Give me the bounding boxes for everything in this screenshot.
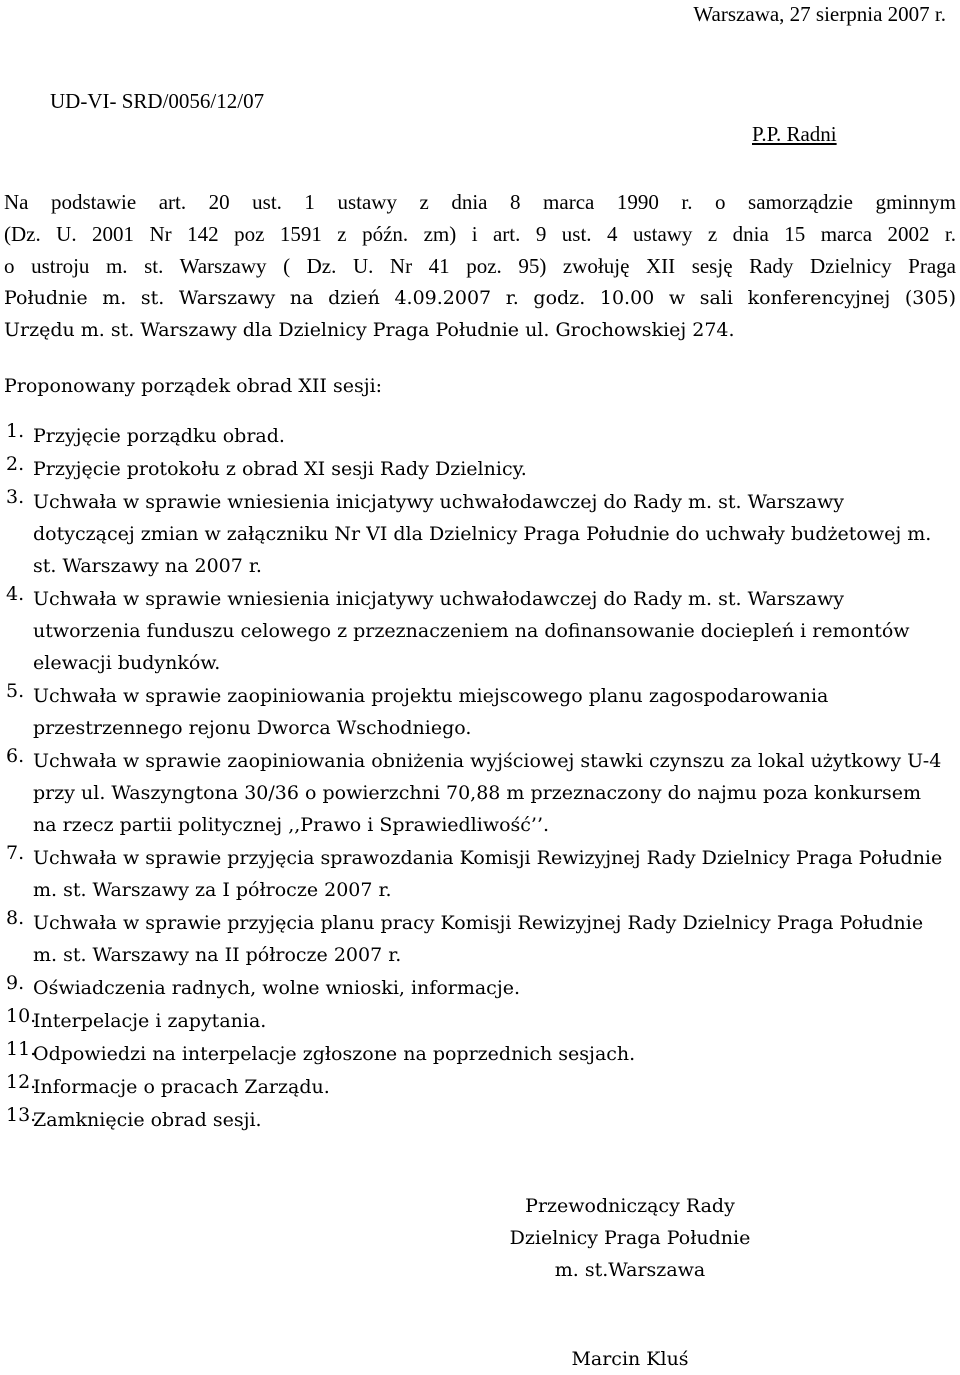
agenda-item-number: 7. bbox=[6, 842, 25, 864]
signature-district: Dzielnicy Praga Południe bbox=[509, 1227, 751, 1249]
signature-block bbox=[460, 1190, 800, 1286]
intro-line: (Dz. U. 2001 Nr 142 poz 1591 z późn. zm) i art. 9 ust. 4 ustawy z dnia 15 marca 2002 r. bbox=[4, 222, 956, 246]
agenda-item-text: Interpelacje i zapytania. bbox=[33, 1010, 267, 1032]
agenda-item-number: 3. bbox=[6, 486, 25, 508]
agenda-item bbox=[6, 1071, 946, 1103]
intro-line: o ustroju m. st. Warszawy ( Dz. U. Nr 41 poz. 95) zwołuję XII sesję Rady Dzielnicy Praga bbox=[4, 254, 956, 278]
agenda-item bbox=[6, 453, 946, 485]
agenda-item bbox=[6, 972, 946, 1004]
document-date: Warszawa, 27 sierpnia 2007 r. bbox=[693, 2, 946, 26]
agenda-item bbox=[6, 420, 946, 452]
intro-line: Urzędu m. st. Warszawy dla Dzielnicy Praga Południe ul. Grochowskiej 274. bbox=[4, 319, 735, 341]
agenda-item-text: Informacje o pracach Zarządu. bbox=[33, 1076, 330, 1098]
agenda-item-text: Odpowiedzi na interpelacje zgłoszone na poprzednich sesjach. bbox=[33, 1043, 636, 1065]
agenda-item-number: 4. bbox=[6, 583, 25, 605]
agenda-item-text: Uchwała w sprawie przyjęcia sprawozdania Komisji Rewizyjnej Rady Dzielnicy Praga Południe m. st. Warszawy za I półrocze 2007 r. bbox=[33, 847, 943, 901]
agenda-item bbox=[6, 842, 946, 906]
agenda-item bbox=[6, 680, 946, 744]
agenda-item-text: Uchwała w sprawie przyjęcia planu pracy Komisji Rewizyjnej Rady Dzielnicy Praga Południe m. st. Warszawy na II półrocze 2007 r. bbox=[33, 912, 924, 966]
signature-city: m. st.Warszawa bbox=[554, 1259, 706, 1281]
agenda-item-text: Zamknięcie obrad sesji. bbox=[33, 1109, 262, 1131]
agenda-item-text: Uchwała w sprawie zaopiniowania obniżenia wyjściowej stawki czynszu za lokal użytkowy U-4 przy ul. Waszyngtona 30/36 o powierzchni 70,88 m przeznaczony do najmu poza konkursem na rzecz partii politycznej ,,Prawo i Sprawiedliwość’’. bbox=[33, 750, 942, 836]
agenda-item-number: 13. bbox=[6, 1104, 37, 1126]
intro-paragraph bbox=[4, 186, 956, 346]
agenda-item-text: Oświadczenia radnych, wolne wnioski, informacje. bbox=[33, 977, 520, 999]
agenda-item-text: Uchwała w sprawie wniesienia inicjatywy uchwałodawczej do Rady m. st. Warszawy dotyczącej zmian w załączniku Nr VI dla Dzielnicy Praga Południe do uchwały budżetowej m. st. Warszawy na 2007 r. bbox=[33, 491, 932, 577]
agenda-item-number: 9. bbox=[6, 972, 25, 994]
agenda-item-text: Przyjęcie porządku obrad. bbox=[33, 425, 285, 447]
agenda-item bbox=[6, 486, 946, 582]
agenda-heading: Proponowany porządek obrad XII sesji: bbox=[4, 375, 383, 397]
agenda-item-number: 8. bbox=[6, 907, 25, 929]
signatory-name: Marcin Kluś bbox=[571, 1348, 689, 1370]
agenda-item-number: 11. bbox=[6, 1038, 37, 1060]
agenda-item-number: 1. bbox=[6, 420, 25, 442]
agenda-item-number: 6. bbox=[6, 745, 25, 767]
agenda-item bbox=[6, 1104, 946, 1136]
agenda-item bbox=[6, 1005, 946, 1037]
agenda-item-number: 12. bbox=[6, 1071, 37, 1093]
reference-number: UD-VI- SRD/0056/12/07 bbox=[50, 89, 265, 113]
agenda-item-text: Uchwała w sprawie zaopiniowania projektu miejscowego planu zagospodarowania przestrzennego rejonu Dworca Wschodniego. bbox=[33, 685, 829, 739]
addressee: P.P. Radni bbox=[752, 122, 837, 146]
agenda-item bbox=[6, 583, 946, 679]
agenda-list bbox=[6, 420, 946, 1137]
agenda-item-number: 10. bbox=[6, 1005, 37, 1027]
agenda-item bbox=[6, 1038, 946, 1070]
agenda-item-number: 2. bbox=[6, 453, 25, 475]
agenda-item bbox=[6, 745, 946, 841]
signature-title: Przewodniczący Rady bbox=[525, 1195, 735, 1217]
agenda-item bbox=[6, 907, 946, 971]
agenda-item-number: 5. bbox=[6, 680, 25, 702]
agenda-item-text: Przyjęcie protokołu z obrad XI sesji Rady Dzielnicy. bbox=[33, 458, 527, 480]
intro-line: Na podstawie art. 20 ust. 1 ustawy z dnia 8 marca 1990 r. o samorządzie gminnym bbox=[4, 190, 956, 214]
intro-line: Południe m. st. Warszawy na dzień 4.09.2007 r. godz. 10.00 w sali konferencyjnej (305) bbox=[4, 287, 956, 309]
agenda-item-text: Uchwała w sprawie wniesienia inicjatywy uchwałodawczej do Rady m. st. Warszawy utworzenia funduszu celowego z przeznaczeniem na dofinansowanie dociepleń i remontów elewacji budynków. bbox=[33, 588, 910, 674]
